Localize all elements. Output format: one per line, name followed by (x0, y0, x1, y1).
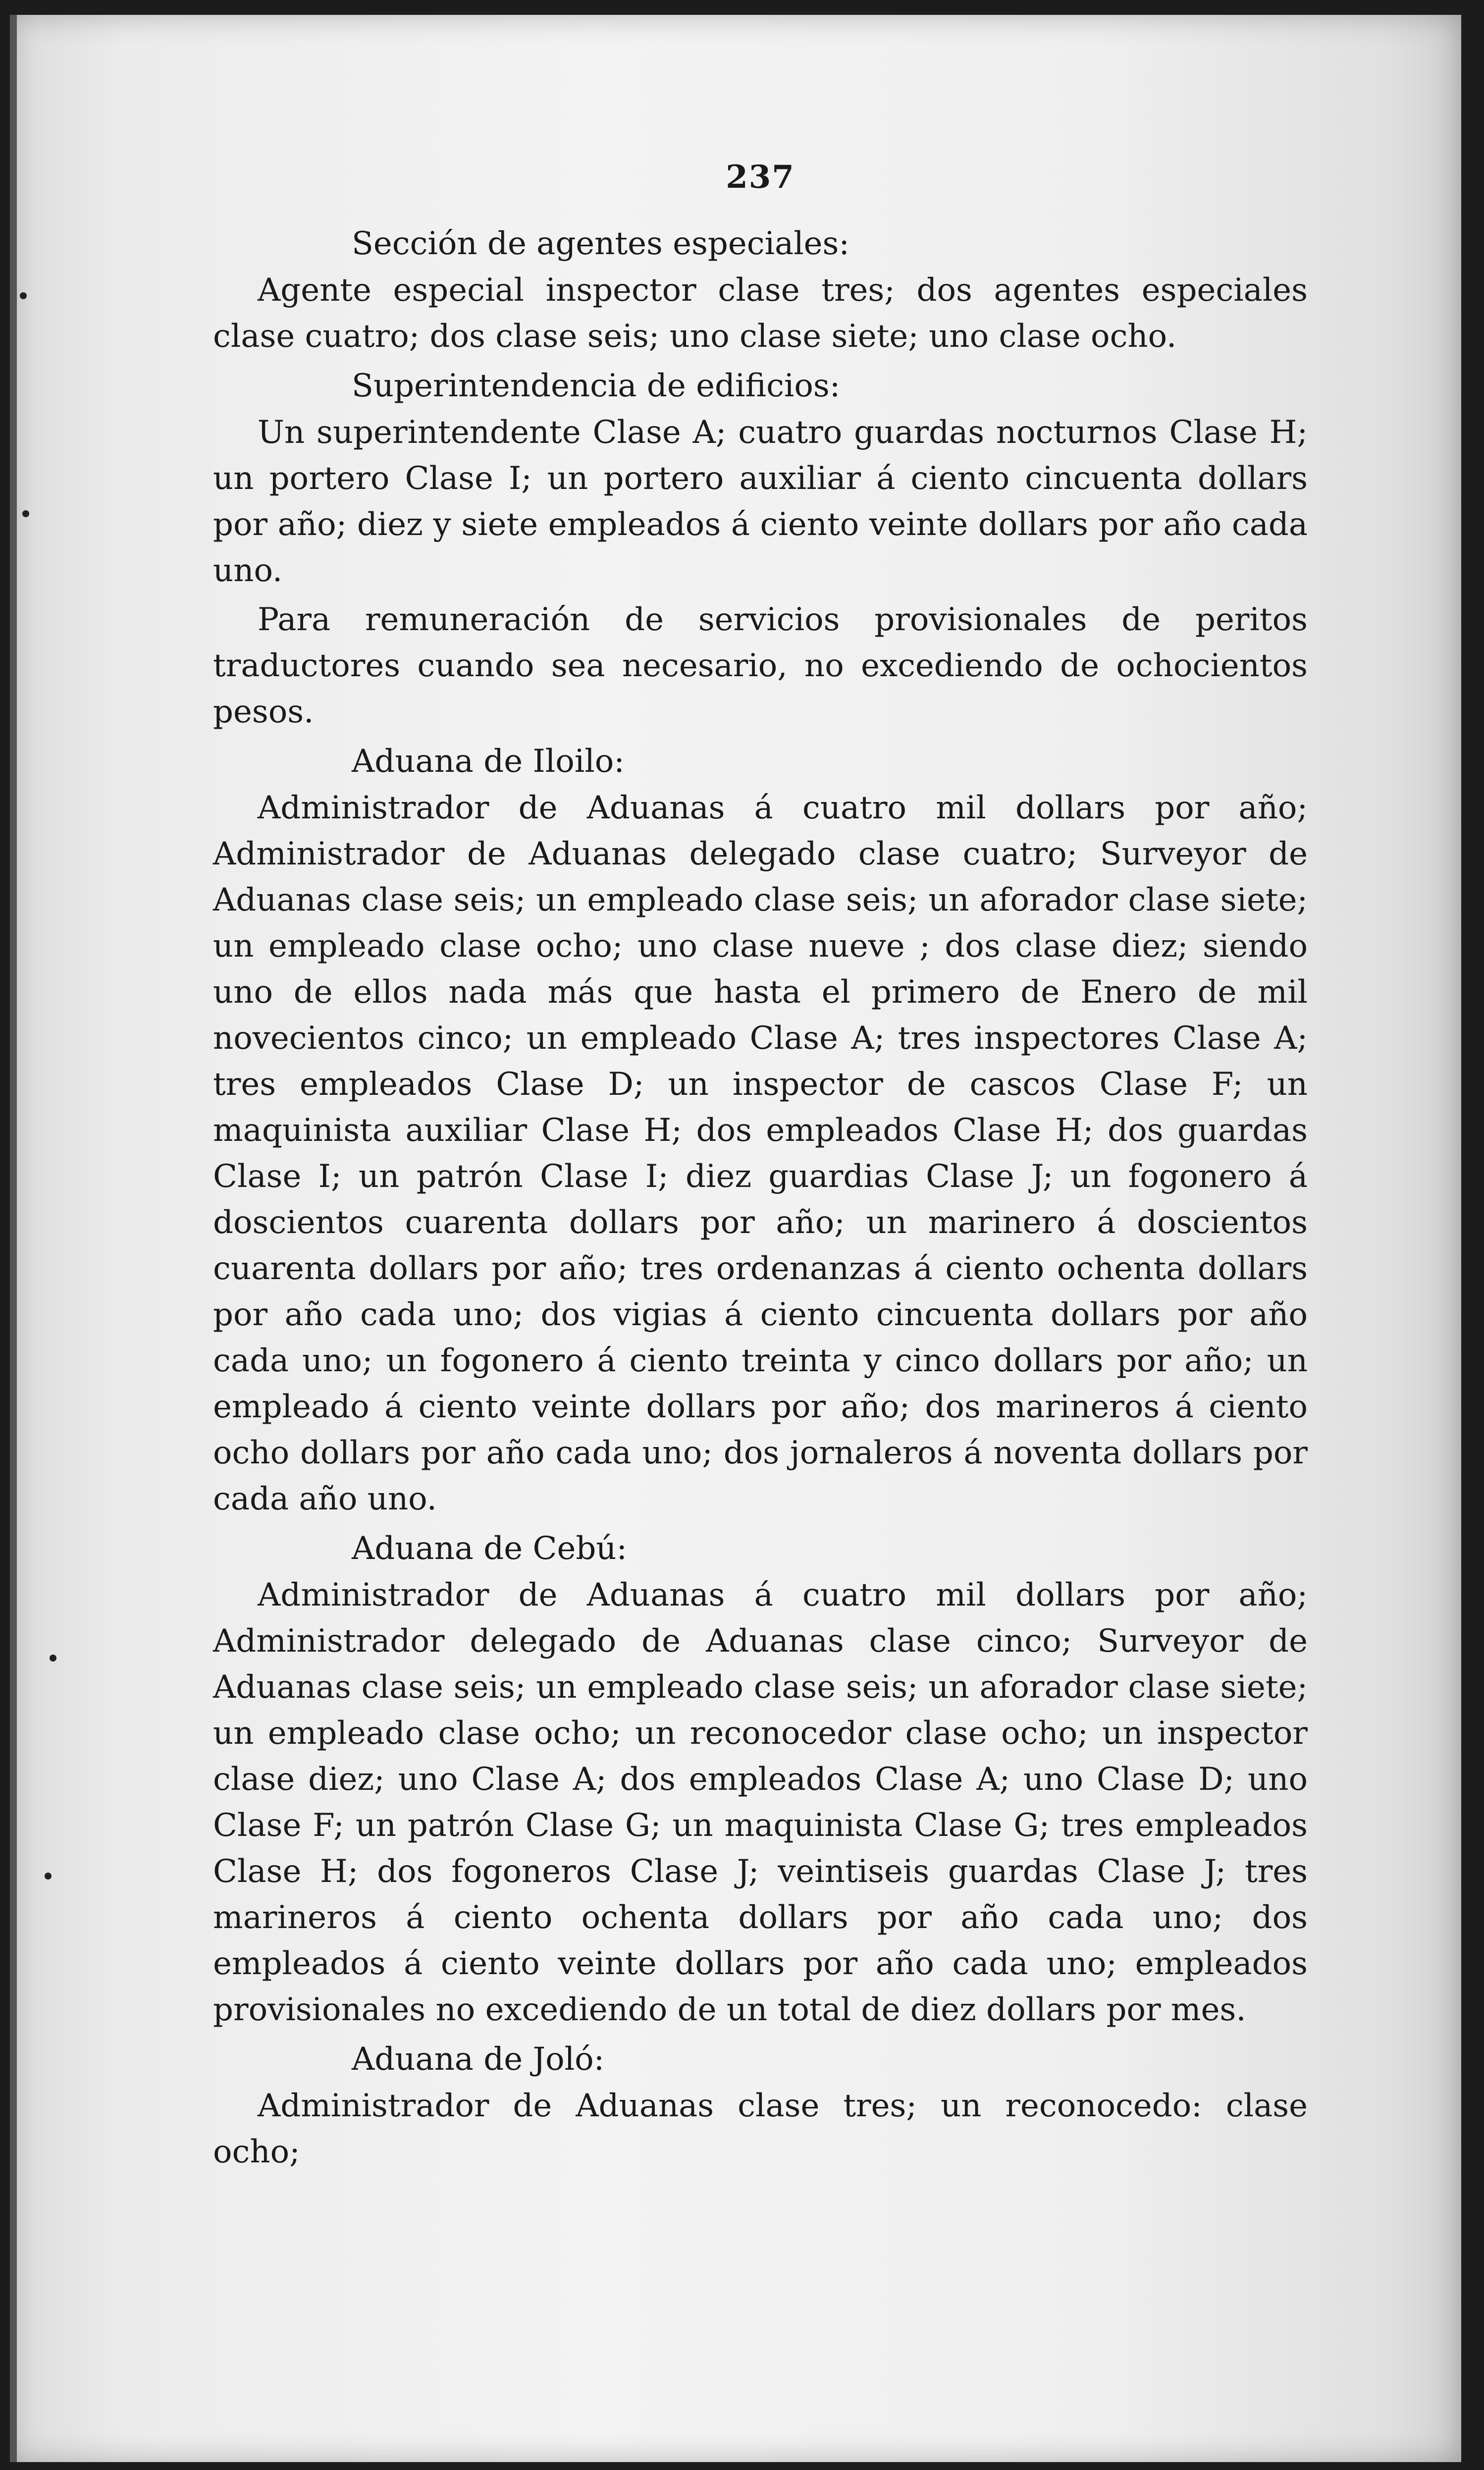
page-text (213, 159, 1308, 2178)
section-paragraph: Administrador de Aduanas á cuatro mil dollars por año; Administrador delegado de Aduanas clase cinco; Surveyor de Aduanas clase seis; un empleado clase seis; un aforador clase siete; un empleado clase ocho; un reconocedor clase ocho; un inspector clase diez; uno Clase A; dos empleados Clase A; uno Clase D; uno Clase F; un patrón Clase G; un maquinista Clase G; tres empleados Clase H; dos fogoneros Clase J; veintiseis guardas Clase J; tres marineros á ciento ochenta dollars por año cada uno; dos empleados á ciento veinte dollars por año cada uno; empleados provisionales no excediendo de un total de diez dollars por mes. (213, 1577, 1308, 2028)
page-edge-shadow (10, 15, 17, 2462)
section-heading: Aduana de Joló: (352, 2041, 605, 2078)
section-paragraph: Agente especial inspector clase tres; dos agentes especiales clase cuatro; dos clase seis; uno clase siete; uno clase ocho. (213, 272, 1308, 355)
section-aduana-cebu (213, 1525, 1308, 2033)
section-aduana-iloilo (213, 738, 1308, 1522)
page-number: 237 (726, 159, 795, 196)
section-paragraph: Para remuneración de servicios provisionales de peritos traductores cuando sea necesario, no excediendo de ochocientos pesos. (213, 601, 1308, 730)
section-superintendencia (213, 363, 1308, 735)
section-aduana-jolo (213, 2036, 1308, 2175)
section-heading: Sección de agentes especiales: (352, 225, 849, 262)
margin-dot (45, 1873, 52, 1879)
section-heading: Aduana de Cebú: (352, 1530, 628, 1567)
margin-dot (22, 510, 29, 517)
section-paragraph: Administrador de Aduanas clase tres; un reconocedo: clase ocho; (213, 2088, 1308, 2170)
section-heading: Superintendencia de edificios: (352, 368, 841, 404)
book-page (10, 15, 1461, 2462)
section-paragraph: Administrador de Aduanas á cuatro mil dollars por año; Administrador de Aduanas delegado clase cuatro; Surveyor de Aduanas clase seis; un empleado clase seis; un aforador clase siete; un empleado clase ocho; uno clase nueve ; dos clase diez; siendo uno de ellos nada más que hasta el primero de Enero de mil novecientos cinco; un empleado Clase A; tres inspectores Clase A; tres empleados Clase D; un inspector de cascos Clase F; un maquinista auxiliar Clase H; dos empleados Clase H; dos guardas Clase I; un patrón Clase I; diez guardias Clase J; un fogonero á doscientos cuarenta dollars por año; un marinero á doscientos cuarenta dollars por año; tres ordenanzas á ciento ochenta dollars por año cada uno; dos vigias á ciento cincuenta dollars por año cada uno; un fogonero á ciento treinta y cinco dollars por año; un empleado á ciento veinte dollars por año; dos marineros á ciento ocho dollars por año cada uno; dos jornaleros á noventa dollars por cada año uno. (213, 790, 1308, 1517)
section-paragraph: Un superintendente Clase A; cuatro guardas nocturnos Clase H; un portero Clase I; un portero auxiliar á ciento cincuenta dollars por año; diez y siete empleados á ciento veinte dollars por año cada uno. (213, 414, 1308, 589)
section-heading: Aduana de Iloilo: (352, 743, 625, 780)
margin-dot (50, 1655, 56, 1662)
section-agentes-especiales (213, 220, 1308, 360)
margin-dot (20, 292, 27, 299)
